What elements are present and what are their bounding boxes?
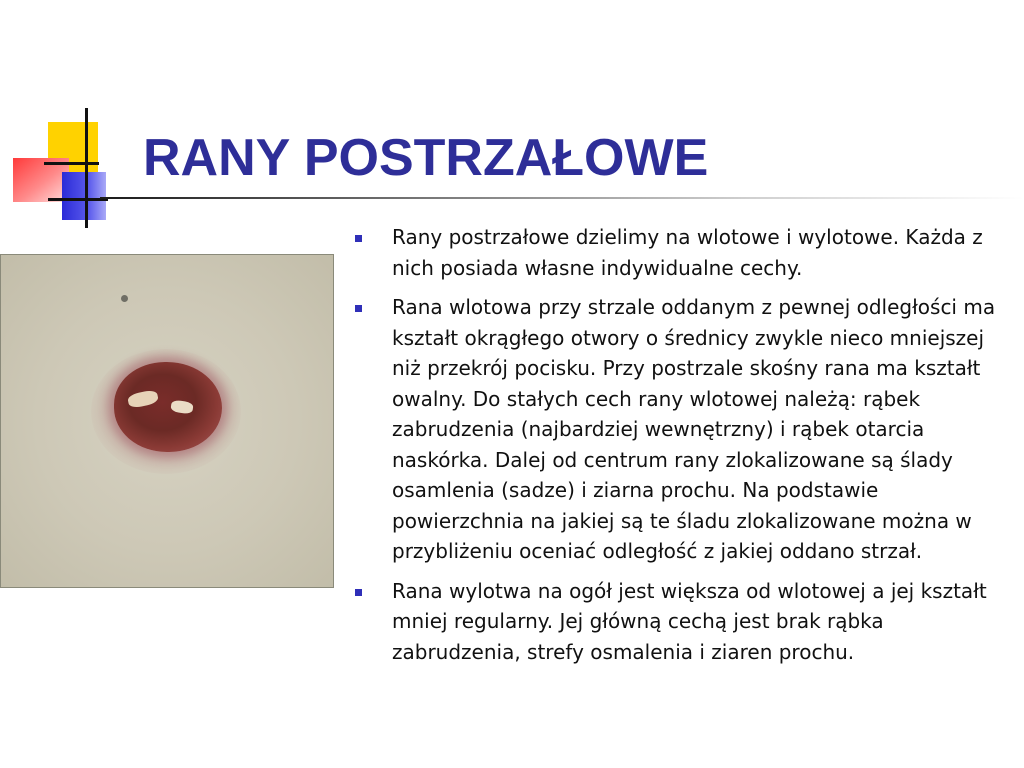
slide-title: RANY POSTRZAŁOWE xyxy=(143,129,709,187)
bullet-text: Rana wlotowa przy strzale oddanym z pewnej odległości ma kształt okrągłego otwory o średnicy zwykle nieco mniejszej niż przekrój pocisku. Przy postrzale skośny rana ma kształt owalny. Do stałych cech rany wlotowej należą: rąbek zabrudzenia (najbardziej wewnętrzny) i rąbek otarcia naskórka. Dalej od centrum rany zlokalizowane są ślady osamlenia (sadze) i ziarna prochu. Na podstawie powierzchnia na jakiej są te śladu zlokalizowane można w przybliżeniu oceniać odległość z jakiej oddano strzał. xyxy=(392,295,996,563)
logo-blue-square xyxy=(62,172,106,220)
logo-vertical-line xyxy=(85,108,88,228)
square-bullet-icon xyxy=(355,305,362,312)
list-item xyxy=(354,222,1002,283)
square-bullet-icon xyxy=(355,589,362,596)
list-item xyxy=(354,576,1002,668)
slide-corner-logo-icon xyxy=(0,100,150,240)
wound-photo xyxy=(0,254,334,588)
bullet-list xyxy=(354,222,1002,676)
logo-horizontal-line xyxy=(44,162,99,165)
title-divider xyxy=(100,197,1024,199)
photo-speck xyxy=(121,295,128,302)
list-item xyxy=(354,292,1002,567)
bullet-text: Rany postrzałowe dzielimy na wlotowe i wylotowe. Każda z nich posiada własne indywidualne cechy. xyxy=(392,225,983,280)
bullet-text: Rana wylotwa na ogół jest większa od wlotowej a jej kształt mniej regularny. Jej główną cechą jest brak rąbka zabrudzenia, strefy osmalenia i ziaren prochu. xyxy=(392,578,987,664)
wound xyxy=(114,362,222,452)
logo-horizontal-line xyxy=(48,198,108,201)
square-bullet-icon xyxy=(355,235,362,242)
